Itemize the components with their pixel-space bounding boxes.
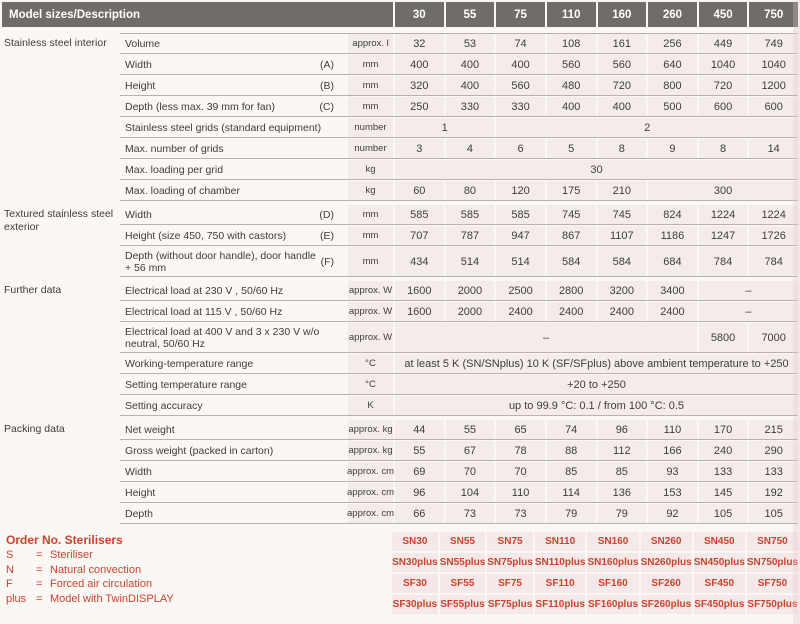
value-cell: 256 — [648, 34, 697, 53]
row-label — [122, 159, 346, 180]
table-row — [2, 180, 798, 201]
value-cell: 79 — [547, 504, 596, 523]
table-title: Model sizes/Description — [2, 2, 393, 27]
table-row — [2, 440, 798, 461]
value-cell: 210 — [598, 181, 647, 200]
order-number: SN30 — [392, 532, 438, 551]
row-label-text: Net weight — [125, 423, 175, 436]
order-number: SF750 — [747, 574, 798, 593]
value-cell: 166 — [648, 441, 697, 460]
value-cell: 96 — [395, 483, 444, 502]
equals-sign: = — [36, 592, 43, 605]
value-cell: 2400 — [496, 302, 545, 321]
unit-cell: number — [348, 118, 393, 137]
value-cell: 3400 — [648, 281, 697, 300]
unit-cell: approx. cm — [348, 483, 393, 502]
value-cell: 684 — [648, 247, 697, 276]
unit-cell: mm — [348, 55, 393, 74]
table-row — [2, 395, 798, 416]
value-cell: 55 — [395, 441, 444, 460]
value-cell: 136 — [598, 483, 647, 502]
order-number: SF450plus — [694, 595, 745, 614]
value-cell: 88 — [547, 441, 596, 460]
row-label — [122, 440, 346, 461]
row-label-text: Electrical load at 400 V and 3 x 230 V w/o neutral, 50/60 Hz — [125, 325, 320, 350]
unit-cell: K — [348, 396, 393, 415]
unit-cell: mm — [348, 76, 393, 95]
row-label-text: Width — [125, 58, 152, 71]
value-cell: 175 — [547, 181, 596, 200]
value-cell: 110 — [496, 483, 545, 502]
row-label-text: Working-temperature range — [125, 357, 254, 370]
unit-cell: approx. kg — [348, 441, 393, 460]
row-label-text: Setting accuracy — [125, 399, 203, 412]
value-cell: 9 — [648, 139, 697, 158]
table-row — [2, 96, 798, 117]
value-cell: 480 — [547, 76, 596, 95]
row-label-text: Depth (less max. 39 mm for fan) — [125, 100, 275, 113]
value-cell: 2000 — [446, 281, 495, 300]
value-cell: 720 — [699, 76, 748, 95]
value-cell: up to 99.9 °C: 0.1 / from 100 °C: 0.5 — [395, 396, 798, 415]
value-cell: 585 — [395, 205, 444, 224]
table-row — [2, 461, 798, 482]
order-number: SF260 — [641, 574, 692, 593]
value-cell: 6 — [496, 139, 545, 158]
section-label: Textured stainless steel exterior — [4, 208, 114, 233]
unit-cell: number — [348, 139, 393, 158]
unit-cell: approx. W — [348, 323, 393, 352]
value-cell: 290 — [749, 441, 798, 460]
row-label-text: Max. loading of chamber — [125, 184, 240, 197]
value-cell: 110 — [648, 420, 697, 439]
order-legend-title: Order No. Sterilisers — [6, 533, 123, 547]
row-label — [122, 503, 346, 524]
order-number: SF750plus — [747, 595, 798, 614]
dimension-letter: (B) — [320, 79, 334, 92]
value-cell: 584 — [547, 247, 596, 276]
value-cell: 784 — [749, 247, 798, 276]
value-cell: at least 5 K (SN/SNplus) 10 K (SF/SFplus) above ambient temperature to +250 — [395, 354, 798, 373]
value-cell: – — [699, 281, 798, 300]
value-cell: 108 — [547, 34, 596, 53]
section-label: Further data — [4, 284, 62, 296]
value-cell: 3200 — [598, 281, 647, 300]
dimension-letter: (D) — [319, 208, 334, 221]
value-cell: 5800 — [699, 323, 748, 352]
unit-cell: kg — [348, 181, 393, 200]
value-cell: 330 — [446, 97, 495, 116]
row-label — [122, 33, 346, 54]
value-cell: 514 — [496, 247, 545, 276]
value-cell: 1186 — [648, 226, 697, 245]
dimension-letter: (F) — [320, 255, 334, 268]
order-number: SN110 — [535, 532, 586, 551]
row-label-text: Electrical load at 230 V , 50/60 Hz — [125, 284, 284, 297]
value-cell: 60 — [395, 181, 444, 200]
row-label-text: Gross weight (packed in carton) — [125, 444, 274, 457]
row-label — [122, 395, 346, 416]
value-cell: – — [395, 323, 697, 352]
value-cell: 65 — [496, 420, 545, 439]
table-row — [2, 322, 798, 353]
value-cell: 1600 — [395, 302, 444, 321]
value-cell: 500 — [648, 97, 697, 116]
legend-term: S — [6, 549, 14, 561]
table-row — [2, 159, 798, 180]
value-cell: 133 — [749, 462, 798, 481]
row-label — [122, 246, 346, 277]
value-cell: 600 — [749, 97, 798, 116]
value-cell: 320 — [395, 76, 444, 95]
value-cell: 514 — [446, 247, 495, 276]
value-cell: 74 — [547, 420, 596, 439]
row-label — [122, 138, 346, 159]
value-cell: 300 — [648, 181, 798, 200]
row-label-text: Height — [125, 79, 156, 92]
table-row — [2, 280, 798, 301]
legend-term: N — [6, 563, 14, 576]
order-number: SF110plus — [535, 595, 586, 614]
value-cell: 170 — [699, 420, 748, 439]
table-row — [2, 301, 798, 322]
order-number: SN55 — [440, 532, 486, 551]
value-cell: 85 — [598, 462, 647, 481]
row-label-text: Height — [125, 486, 156, 499]
value-cell: 560 — [496, 76, 545, 95]
order-legend-entries — [6, 548, 392, 606]
value-cell: 5 — [547, 139, 596, 158]
value-cell: 560 — [598, 55, 647, 74]
value-cell: 1600 — [395, 281, 444, 300]
legend-term: F — [6, 578, 13, 590]
order-number: SN75 — [487, 532, 533, 551]
value-cell: 947 — [496, 226, 545, 245]
value-cell: 1247 — [699, 226, 748, 245]
row-label — [122, 204, 346, 225]
unit-cell: mm — [348, 205, 393, 224]
order-number: SF160plus — [587, 595, 638, 614]
value-cell: 400 — [547, 97, 596, 116]
unit-cell: approx. kg — [348, 420, 393, 439]
table-row — [2, 75, 798, 96]
order-number: SN750 — [747, 532, 798, 551]
dimension-letter: (E) — [320, 229, 334, 242]
value-cell: 161 — [598, 34, 647, 53]
value-cell: 1 — [395, 118, 494, 137]
table-row — [2, 33, 798, 54]
legend-meaning: Natural convection — [50, 563, 142, 576]
order-number: SF75plus — [487, 595, 533, 614]
value-cell: 330 — [496, 97, 545, 116]
row-label-text: Electrical load at 115 V , 50/60 Hz — [125, 305, 283, 318]
legend-meaning: Model with TwinDISPLAY — [50, 592, 174, 605]
section-label: Packing data — [4, 423, 65, 435]
order-number: SN450 — [694, 532, 745, 551]
value-cell: – — [699, 302, 798, 321]
value-cell: 192 — [749, 483, 798, 502]
value-cell: 120 — [496, 181, 545, 200]
row-label-text: Depth (without door handle), door handle + 56 mm — [125, 249, 316, 274]
unit-cell: mm — [348, 226, 393, 245]
table-row — [2, 419, 798, 440]
value-cell: 8 — [598, 139, 647, 158]
value-cell: 55 — [446, 420, 495, 439]
model-column-header: 160 — [598, 2, 647, 27]
value-cell: 96 — [598, 420, 647, 439]
value-cell: 600 — [699, 97, 748, 116]
order-number: SF260plus — [641, 595, 692, 614]
legend-meaning: Forced air circulation — [50, 578, 153, 590]
value-cell: 69 — [395, 462, 444, 481]
value-cell: 400 — [496, 55, 545, 74]
model-column-header: 30 — [395, 2, 444, 27]
table-row — [2, 353, 798, 374]
value-cell: 2 — [496, 118, 798, 137]
value-cell: 400 — [598, 97, 647, 116]
table-row — [2, 54, 798, 75]
value-cell: 640 — [648, 55, 697, 74]
row-label-text: Max. loading per grid — [125, 163, 224, 176]
value-cell: 2500 — [496, 281, 545, 300]
order-number: SF55 — [440, 574, 486, 593]
value-cell: 73 — [496, 504, 545, 523]
order-number: SN160plus — [587, 553, 638, 572]
order-section — [2, 532, 798, 614]
table-row — [2, 117, 798, 138]
order-number: SF30 — [392, 574, 438, 593]
value-cell: 400 — [395, 55, 444, 74]
value-cell: 105 — [749, 504, 798, 523]
value-cell: 784 — [699, 247, 748, 276]
order-number: SF75 — [487, 574, 533, 593]
row-label — [122, 96, 346, 117]
value-cell: 78 — [496, 441, 545, 460]
value-cell: 67 — [446, 441, 495, 460]
order-number: SF450 — [694, 574, 745, 593]
row-label — [122, 54, 346, 75]
row-label-text: Height (size 450, 750 with castors) — [125, 229, 287, 242]
row-label — [122, 353, 346, 374]
unit-cell: kg — [348, 160, 393, 179]
value-cell: 215 — [749, 420, 798, 439]
row-label-text: Setting temperature range — [125, 378, 247, 391]
value-cell: 32 — [395, 34, 444, 53]
value-cell: 584 — [598, 247, 647, 276]
row-label-text: Width — [125, 208, 152, 221]
value-cell: 707 — [395, 226, 444, 245]
value-cell: 73 — [446, 504, 495, 523]
unit-cell: approx. W — [348, 302, 393, 321]
value-cell: 1200 — [749, 76, 798, 95]
unit-cell: mm — [348, 97, 393, 116]
value-cell: 745 — [547, 205, 596, 224]
spec-table — [2, 33, 798, 524]
order-number: SN260plus — [641, 553, 692, 572]
row-label — [122, 374, 346, 395]
dimension-letter: (C) — [319, 100, 334, 113]
model-column-header: 55 — [446, 2, 495, 27]
value-cell: 105 — [699, 504, 748, 523]
model-column-header: 260 — [648, 2, 697, 27]
value-cell: 114 — [547, 483, 596, 502]
order-number: SN30plus — [392, 553, 438, 572]
order-legend — [2, 532, 392, 614]
model-column-header: 450 — [699, 2, 748, 27]
value-cell: 585 — [496, 205, 545, 224]
row-label-text: Volume — [125, 37, 161, 50]
value-cell: 1040 — [699, 55, 748, 74]
value-cell: 92 — [648, 504, 697, 523]
value-cell: 560 — [547, 55, 596, 74]
value-cell: 867 — [547, 226, 596, 245]
section-label: Stainless steel interior — [4, 37, 107, 49]
value-cell: 2400 — [598, 302, 647, 321]
order-number: SN450plus — [694, 553, 745, 572]
model-column-header: 75 — [496, 2, 545, 27]
value-cell: 30 — [395, 160, 798, 179]
value-cell: 400 — [446, 55, 495, 74]
value-cell: 1224 — [699, 205, 748, 224]
row-label-text: Width — [125, 465, 152, 478]
value-cell: 2800 — [547, 281, 596, 300]
row-label — [122, 419, 346, 440]
value-cell: 4 — [446, 139, 495, 158]
value-cell: 104 — [446, 483, 495, 502]
order-number: SF110 — [535, 574, 586, 593]
value-cell: 80 — [446, 181, 495, 200]
order-number: SF30plus — [392, 595, 438, 614]
value-cell: 44 — [395, 420, 444, 439]
unit-cell: °C — [348, 354, 393, 373]
legend-entry — [6, 577, 392, 592]
value-cell: 2400 — [547, 302, 596, 321]
value-cell: 133 — [699, 462, 748, 481]
value-cell: 1726 — [749, 226, 798, 245]
value-cell: 70 — [496, 462, 545, 481]
value-cell: 85 — [547, 462, 596, 481]
equals-sign: = — [36, 578, 43, 590]
row-label — [122, 225, 346, 246]
equals-sign: = — [36, 549, 43, 561]
value-cell: 824 — [648, 205, 697, 224]
value-cell: 1107 — [598, 226, 647, 245]
value-cell: 585 — [446, 205, 495, 224]
unit-cell: approx. cm — [348, 504, 393, 523]
value-cell: 14 — [749, 139, 798, 158]
value-cell: 1224 — [749, 205, 798, 224]
value-cell: 720 — [598, 76, 647, 95]
value-cell: 749 — [749, 34, 798, 53]
table-row — [2, 138, 798, 159]
value-cell: 745 — [598, 205, 647, 224]
row-label — [122, 117, 346, 138]
dimension-letter: (A) — [320, 58, 334, 71]
order-number: SF160 — [587, 574, 638, 593]
table-row — [2, 482, 798, 503]
value-cell: 1040 — [749, 55, 798, 74]
table-row — [2, 374, 798, 395]
unit-cell: approx. W — [348, 281, 393, 300]
unit-cell: mm — [348, 247, 393, 276]
row-label — [122, 461, 346, 482]
row-label-text: Stainless steel grids (standard equipment) — [125, 121, 322, 134]
order-number: SN110plus — [535, 553, 586, 572]
legend-entry — [6, 548, 392, 563]
row-label — [122, 301, 346, 322]
value-cell: 2400 — [648, 302, 697, 321]
legend-entry — [6, 592, 392, 607]
value-cell: 787 — [446, 226, 495, 245]
table-row — [2, 225, 798, 246]
table-header-row — [2, 2, 798, 27]
row-label — [122, 322, 346, 353]
value-cell: 8 — [699, 139, 748, 158]
order-number: SN750plus — [747, 553, 798, 572]
legend-term: plus — [6, 592, 27, 605]
row-label — [122, 482, 346, 503]
order-number: SN75plus — [487, 553, 533, 572]
order-number-grid — [392, 532, 798, 614]
value-cell: 53 — [446, 34, 495, 53]
model-column-header: 750 — [749, 2, 798, 27]
equals-sign: = — [36, 563, 43, 576]
value-cell: 434 — [395, 247, 444, 276]
value-cell: 7000 — [749, 323, 798, 352]
model-column-header: 110 — [547, 2, 596, 27]
table-row — [2, 503, 798, 524]
value-cell: 449 — [699, 34, 748, 53]
row-label — [122, 180, 346, 201]
value-cell: 66 — [395, 504, 444, 523]
legend-meaning: Steriliser — [50, 549, 93, 561]
value-cell: 74 — [496, 34, 545, 53]
unit-cell: approx. l — [348, 34, 393, 53]
order-number: SN160 — [587, 532, 638, 551]
unit-cell: °C — [348, 375, 393, 394]
value-cell: 145 — [699, 483, 748, 502]
order-number: SN55plus — [440, 553, 486, 572]
value-cell: 3 — [395, 139, 444, 158]
value-cell: 800 — [648, 76, 697, 95]
table-row — [2, 246, 798, 277]
legend-entry — [6, 563, 392, 578]
row-label — [122, 75, 346, 96]
value-cell: 79 — [598, 504, 647, 523]
value-cell: 153 — [648, 483, 697, 502]
value-cell: 93 — [648, 462, 697, 481]
value-cell: 2000 — [446, 302, 495, 321]
value-cell: 400 — [446, 76, 495, 95]
row-label-text: Max. number of grids — [125, 142, 224, 155]
value-cell: 240 — [699, 441, 748, 460]
value-cell: 250 — [395, 97, 444, 116]
table-row — [2, 204, 798, 233]
value-cell: 70 — [446, 462, 495, 481]
value-cell: 112 — [598, 441, 647, 460]
row-label-text: Depth — [125, 507, 154, 520]
order-number: SN260 — [641, 532, 692, 551]
order-number: SF55plus — [440, 595, 486, 614]
row-label — [122, 280, 346, 301]
unit-cell: approx. cm — [348, 462, 393, 481]
value-cell: +20 to +250 — [395, 375, 798, 394]
